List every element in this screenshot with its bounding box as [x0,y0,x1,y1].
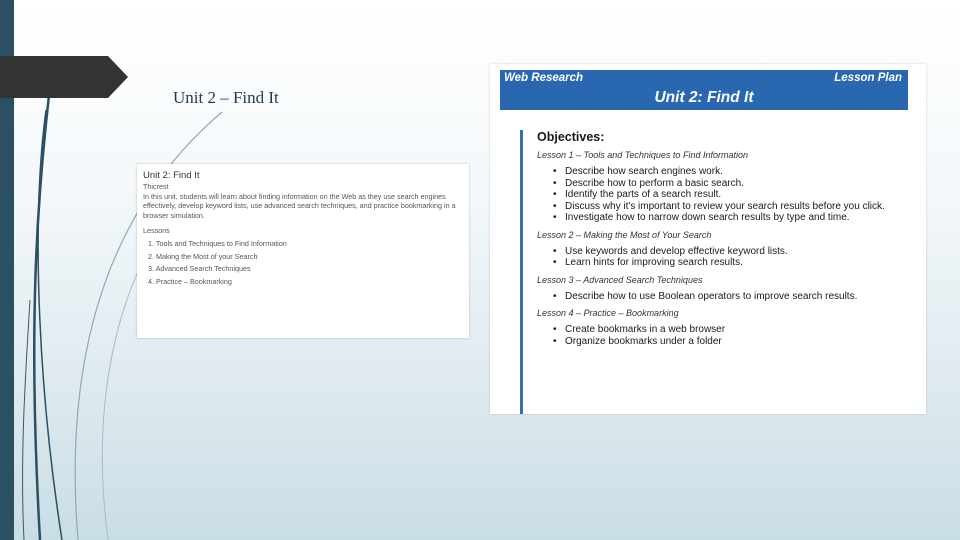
slide-title: Unit 2 – Find It [173,88,279,107]
objective-item: • Learn hints for improving search results. [565,257,910,269]
title-tab-arrow [0,56,128,98]
objective-item: • Describe how to use Boolean operators to improve search results. [565,291,910,303]
lesson-title: Lesson 4 – Practice – Bookmarking [537,308,679,318]
objective-item: • Investigate how to narrow down search results by type and time. [565,212,910,224]
thumbnail-lesson-item: 4. Practice – Bookmarking [148,277,232,287]
thumbnail-lessons-heading: Lessons [143,225,170,235]
objective-list [537,246,910,269]
header-course-name: Web Research [504,72,584,84]
thumbnail-lesson-item: 1. Tools and Techniques to Find Information [148,238,287,248]
objective-item: • Use keywords and develop effective keyword lists. [565,246,910,258]
objective-item: • Describe how search engines work. [565,166,910,178]
thumbnail-title: Unit 2: Find It [143,170,200,181]
unit-overview-thumbnail [137,164,469,338]
thumbnail-lesson-item: 2. Making the Most of your Search [148,251,258,261]
thumbnail-lesson-item: 3. Advanced Search Techniques [148,264,251,274]
objective-item: • Organize bookmarks under a folder [565,336,910,348]
header-doc-type: Lesson Plan [834,72,902,84]
objective-list [537,324,910,347]
lesson-title: Lesson 2 – Making the Most of Your Search [537,229,712,240]
objective-item: • Describe how to perform a basic search. [565,178,910,190]
thumbnail-description-line: In this unit, students will learn about finding information on the Web as they use search engines [143,191,446,201]
objectives-heading: Objectives: [537,130,605,144]
lesson-plan-header [500,70,908,110]
thumbnail-description-line: effectively, develop keyword lists, use advanced search techniques, and practice bookmarking in a [143,201,456,211]
objective-list [537,166,910,224]
lesson-title: Lesson 1 – Tools and Techniques to Find Information [537,150,748,160]
header-unit-title: Unit 2: Find It [654,89,754,106]
objective-item: • Identify the parts of a search result. [565,189,910,201]
thumbnail-subtitle: Thicrest [143,181,169,191]
objective-item: • Create bookmarks in a web browser [565,324,910,336]
objective-list [537,291,910,303]
lesson-title: Lesson 3 – Advanced Search Techniques [537,274,703,285]
thumbnail-description-line: browser simulation. [143,211,205,221]
objective-item: • Discuss why it's important to review your search results before you click. [565,201,910,213]
lesson-plan-document [490,64,926,414]
objectives-section [520,130,910,414]
